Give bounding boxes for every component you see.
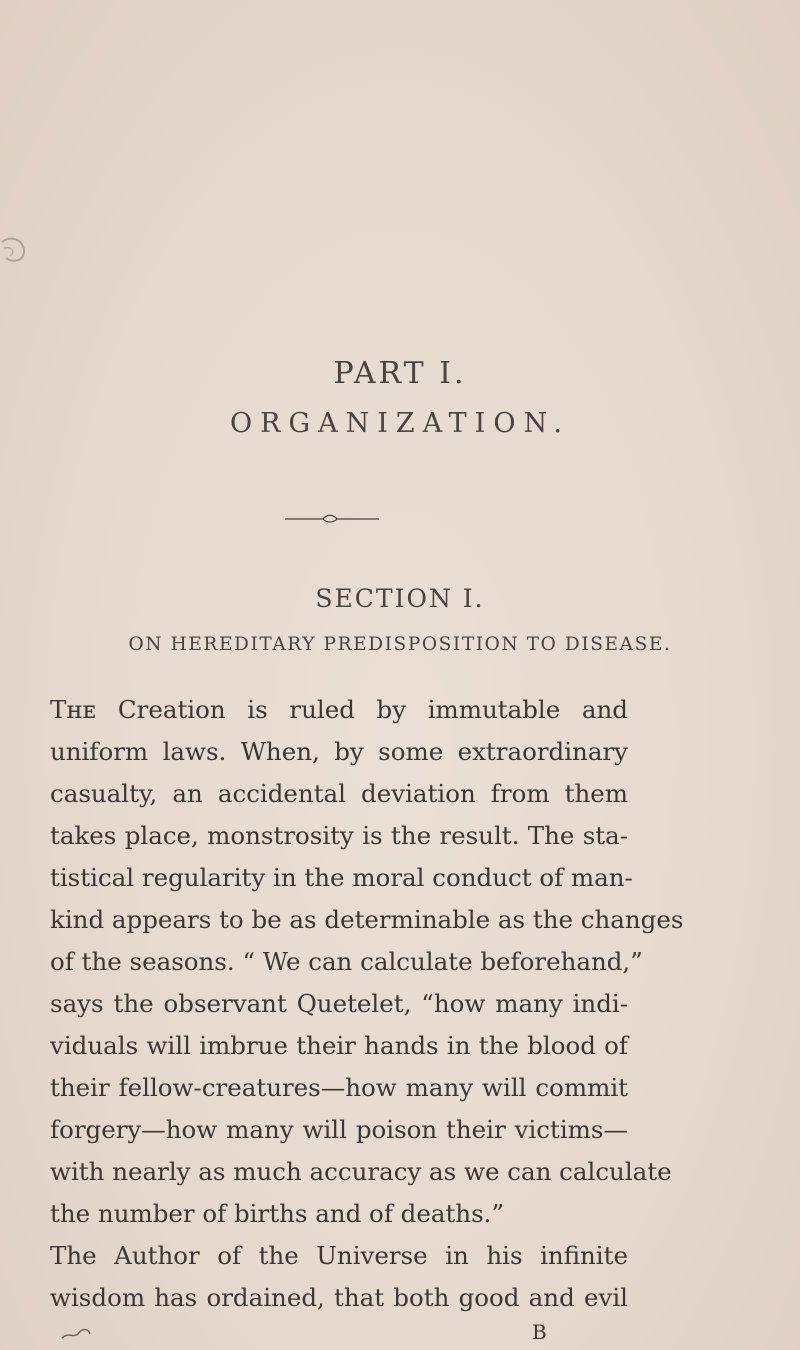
body-line: takes place, monstrosity is the result. The sta- — [50, 821, 628, 850]
section-title: SECTION I. — [315, 584, 485, 613]
body-line: viduals will imbrue their hands in the blood of — [50, 1031, 628, 1060]
page-footer — [0, 1320, 800, 1350]
page-stain-mark — [0, 228, 30, 268]
body-line: uniform laws. When, by some extraordinary — [50, 737, 628, 766]
body-line: tistical regularity in the moral conduct of man- — [50, 863, 633, 892]
body-line: says the observant Quetelet, “how many indi- — [50, 989, 628, 1018]
division-title: ORGANIZATION. — [230, 408, 570, 439]
body-line: Tʜᴇ Creation is ruled by immutable and — [50, 695, 628, 724]
body-line: with nearly as much accuracy as we can calculate — [50, 1157, 672, 1186]
part-title: PART I. — [333, 356, 467, 391]
body-line: of the seasons. “ We can calculate beforehand,” — [50, 947, 643, 976]
ornament-divider — [285, 513, 379, 525]
body-line: The Author of the Universe in his infinite — [50, 1241, 628, 1270]
body-line: forgery—how many will poison their victims— — [50, 1115, 628, 1144]
body-line: the number of births and of deaths.” — [50, 1199, 504, 1228]
body-line: kind appears to be as determinable as the changes — [50, 905, 684, 934]
body-line: casualty, an accidental deviation from them — [50, 779, 628, 808]
body-line: their fellow-creatures—how many will commit — [50, 1073, 628, 1102]
signature-mark: B — [532, 1320, 547, 1344]
section-subtitle: ON HEREDITARY PREDISPOSITION TO DISEASE. — [128, 634, 672, 655]
body-line: wisdom has ordained, that both good and evil — [50, 1283, 628, 1312]
